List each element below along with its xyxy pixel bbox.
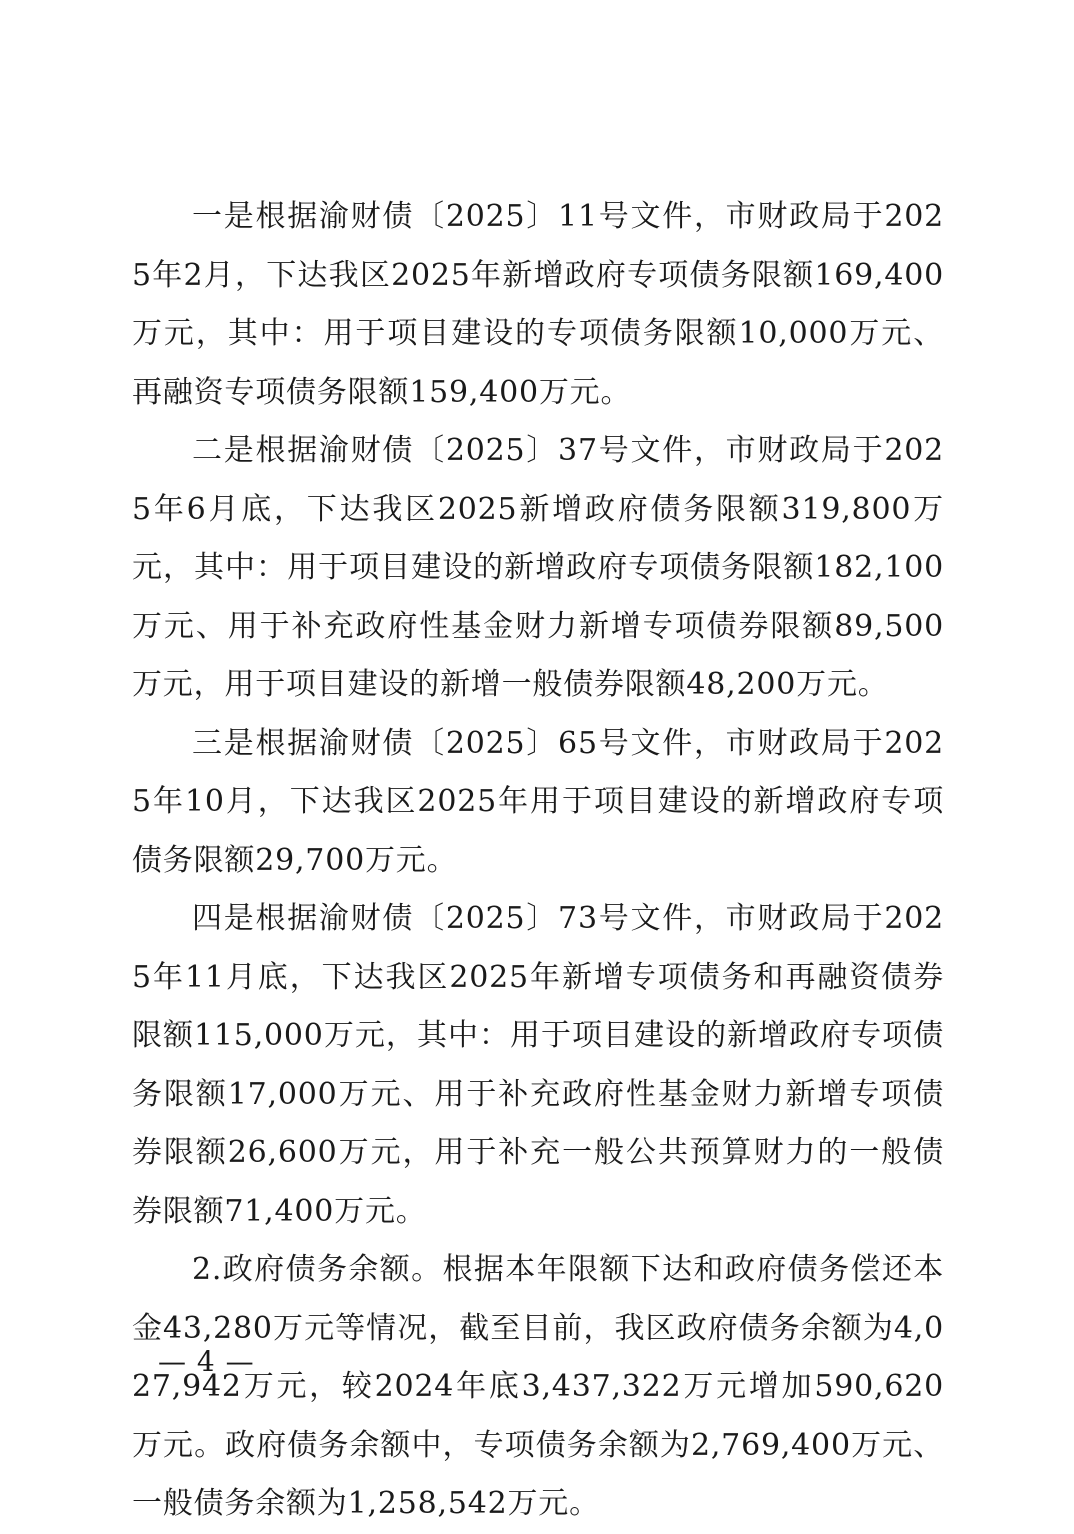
paragraph-5-debt-balance: 2.政府债务余额。根据本年限额下达和政府债务偿还本金43,280万元等情况，截至目前，我区政府债务余额为4,027,942万元，较2024年底3,437,322万元增加590,620万元。政府债务余额中，专项债务余额为2,769,400万元、一般债务余额为1,258,542万元。 bbox=[132, 1252, 944, 1521]
paragraph-3-project-debt-limit: 三是根据渝财债〔2025〕65号文件，市财政局于2025年10月，下达我区2025年用于项目建设的新增政府专项债务限额29,700万元。 bbox=[132, 725, 944, 878]
page-number: — 4 — bbox=[158, 1345, 255, 1378]
paragraph-2-new-debt-limit: 二是根据渝财债〔2025〕37号文件，市财政局于2025年6月底，下达我区2025新增政府债务限额319,800万元，其中：用于项目建设的新增政府专项债务限额182,100万元、用于补充政府性基金财力新增专项债券限额89,500万元，用于项目建设的新增一般债券限额48,200万元。 bbox=[132, 433, 944, 702]
document-body bbox=[132, 188, 944, 1534]
paragraph-1-special-debt-limit: 一是根据渝财债〔2025〕11号文件，市财政局于2025年2月，下达我区2025年新增政府专项债务限额169,400万元，其中：用于项目建设的专项债务限额10,000万元、再融资专项债务限额159,400万元。 bbox=[132, 199, 944, 410]
paragraph-4-refinancing-debt-limit: 四是根据渝财债〔2025〕73号文件，市财政局于2025年11月底，下达我区2025年新增专项债务和再融资债券限额115,000万元，其中：用于项目建设的新增政府专项债务限额17,000万元、用于补充政府性基金财力新增专项债券限额26,600万元，用于补充一般公共预算财力的一般债券限额71,400万元。 bbox=[132, 901, 944, 1229]
